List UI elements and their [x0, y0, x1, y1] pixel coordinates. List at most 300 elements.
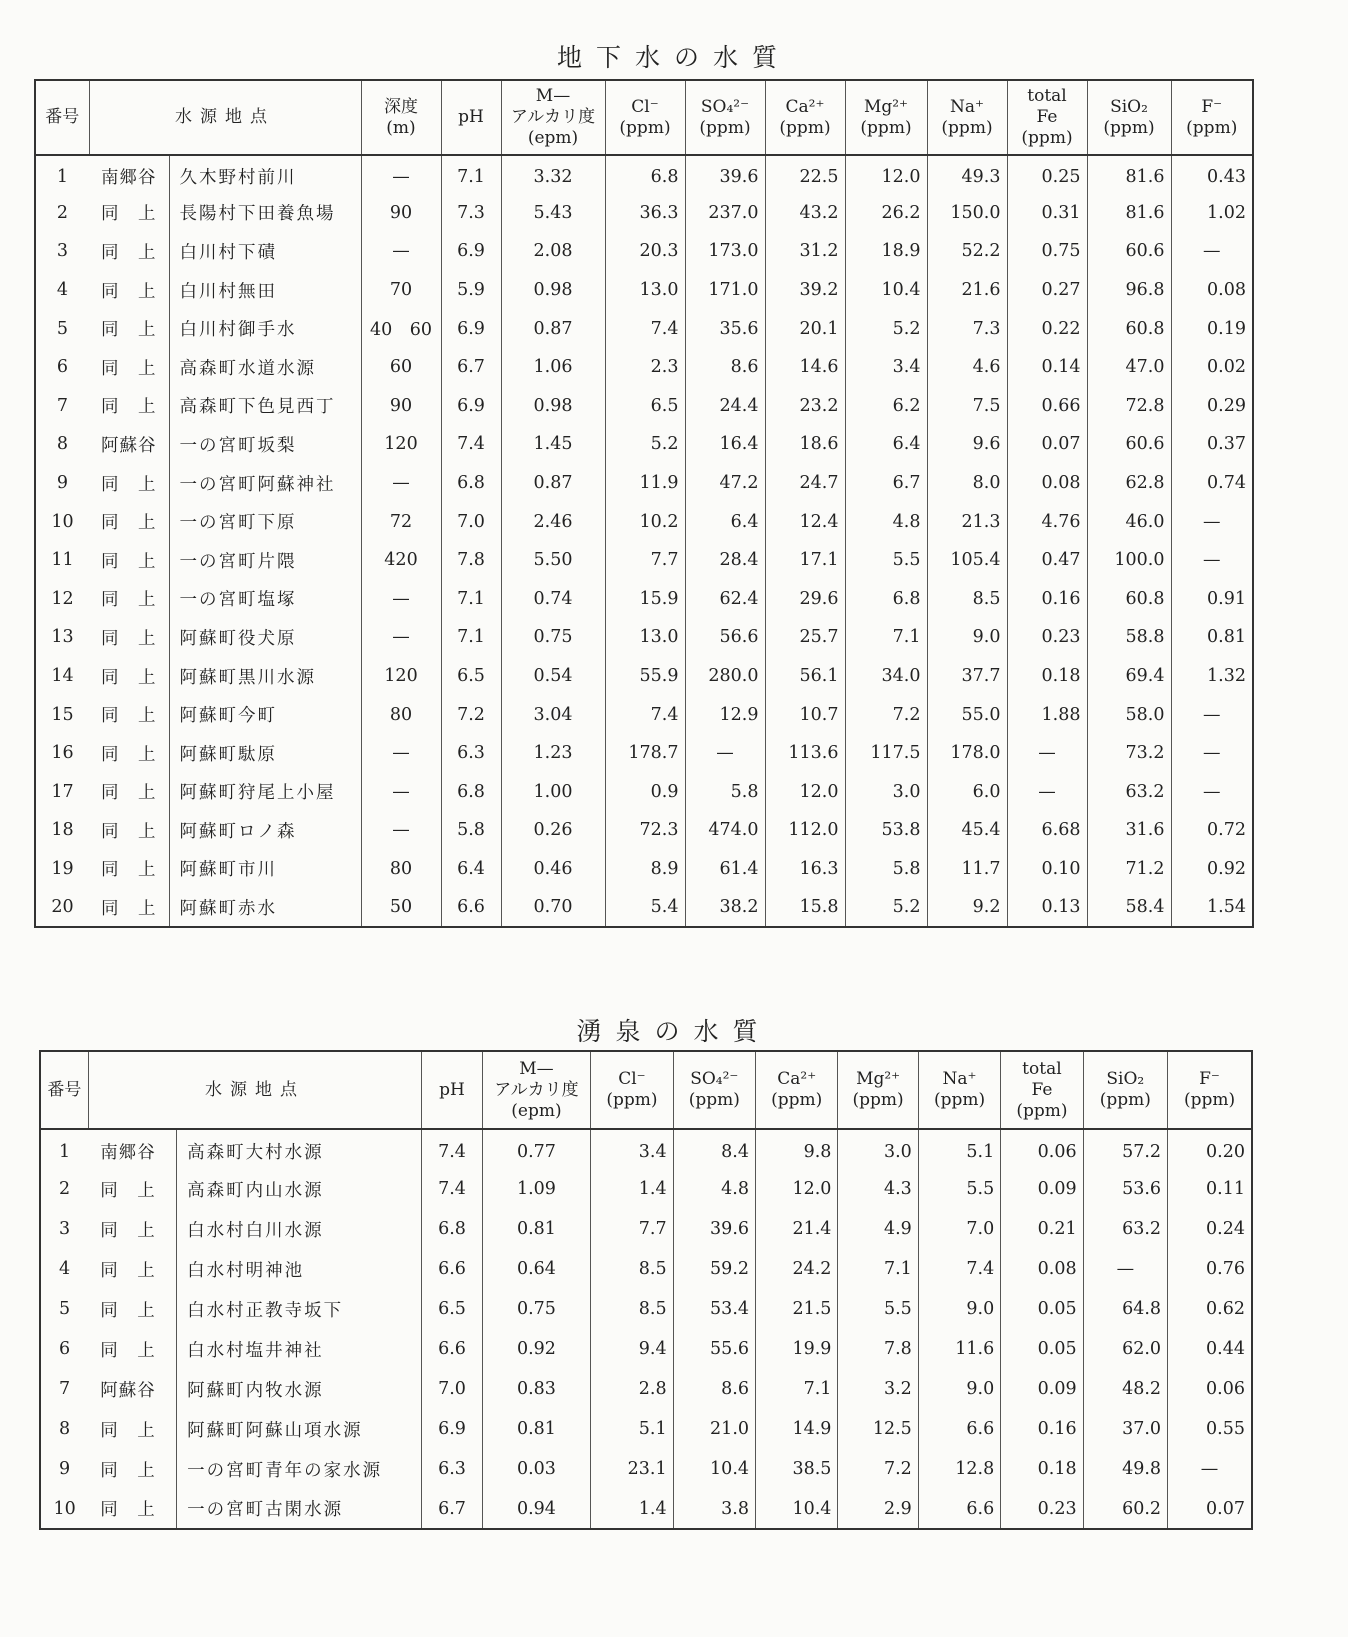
f-cell: 0.76: [1168, 1249, 1252, 1289]
ph-cell: 6.5: [441, 657, 501, 696]
ph-cell: 7.4: [441, 425, 501, 464]
cl-cell: 13.0: [605, 271, 685, 310]
location-cell: 一の宮町阿蘇神社: [169, 464, 361, 503]
m-alkalinity-cell: 0.26: [501, 811, 605, 850]
location-cell: 高森町水道水源: [169, 348, 361, 387]
fe-cell: 0.05: [1001, 1329, 1083, 1369]
location-cell: 白水村明神池: [177, 1249, 422, 1289]
cl-cell: 1.4: [591, 1169, 673, 1209]
ca-cell: 12.0: [765, 773, 845, 812]
ph-cell: 7.4: [422, 1169, 482, 1209]
f-cell: 0.19: [1171, 309, 1253, 348]
cl-cell: 5.4: [605, 888, 685, 927]
m-alkalinity-cell: 0.46: [501, 850, 605, 889]
region-cell: 同 上: [100, 1220, 156, 1241]
location-cell: 一の宮町片隈: [169, 541, 361, 580]
mg-cell: 12.5: [838, 1409, 918, 1449]
f-cell: —: [1171, 695, 1253, 734]
cl-cell: 7.4: [605, 695, 685, 734]
header-cl: Cl⁻ (ppm): [591, 1051, 673, 1129]
ca-cell: 10.7: [765, 695, 845, 734]
location-cell: 白川村御手水: [169, 309, 361, 348]
sio2-cell: 63.2: [1083, 1209, 1167, 1249]
ph-cell: 5.9: [441, 271, 501, 310]
so4-cell: 35.6: [685, 309, 765, 348]
mg-cell: 7.2: [845, 695, 927, 734]
number-cell: 9: [59, 1459, 71, 1479]
ph-cell: 6.6: [441, 888, 501, 927]
fe-cell: 0.08: [1001, 1249, 1083, 1289]
fe-cell: 0.66: [1007, 387, 1087, 426]
fe-cell: 0.22: [1007, 309, 1087, 348]
na-cell: 9.0: [918, 1289, 1000, 1329]
ca-cell: 22.5: [765, 155, 845, 194]
depth-cell: 90: [361, 194, 441, 233]
region-cell: 阿蘇谷: [101, 435, 157, 456]
m-alkalinity-cell: 5.50: [501, 541, 605, 580]
region-cell: 同 上: [100, 1260, 156, 1281]
f-cell: —: [1168, 1449, 1252, 1489]
springs-header-row: [40, 1051, 1252, 1129]
number-cell: 17: [51, 781, 74, 802]
mg-cell: 10.4: [845, 271, 927, 310]
ca-cell: 9.8: [756, 1129, 838, 1169]
number-cell: 3: [56, 241, 69, 262]
so4-cell: 38.2: [685, 888, 765, 927]
ph-cell: 6.9: [441, 309, 501, 348]
so4-cell: 3.8: [673, 1489, 755, 1529]
location-cell: 高森町下色見西丁: [169, 387, 361, 426]
f-cell: 1.32: [1171, 657, 1253, 696]
sio2-cell: 72.8: [1087, 387, 1171, 426]
cl-cell: 8.9: [605, 850, 685, 889]
f-cell: 0.20: [1168, 1129, 1252, 1169]
table-row: [35, 387, 1253, 426]
so4-cell: 5.8: [685, 773, 765, 812]
table-row: [35, 541, 1253, 580]
sio2-cell: 60.6: [1087, 425, 1171, 464]
mg-cell: 3.4: [845, 348, 927, 387]
cl-cell: 7.7: [591, 1209, 673, 1249]
groundwater-table-body: [35, 155, 1253, 927]
fe-cell: 0.18: [1001, 1449, 1083, 1489]
location-cell: 白水村正教寺坂下: [177, 1289, 422, 1329]
ph-cell: 6.4: [441, 850, 501, 889]
sio2-cell: 73.2: [1087, 734, 1171, 773]
region-cell: 同 上: [100, 1340, 156, 1361]
location-cell: 白川村下磧: [169, 232, 361, 271]
m-alkalinity-cell: 3.32: [501, 155, 605, 194]
table-row: [40, 1289, 1252, 1329]
f-cell: 1.02: [1171, 194, 1253, 233]
ph-cell: 7.2: [441, 695, 501, 734]
header-fe: total Fe (ppm): [1007, 80, 1087, 155]
sio2-cell: 47.0: [1087, 348, 1171, 387]
ca-cell: 18.6: [765, 425, 845, 464]
m-alkalinity-cell: 0.75: [501, 618, 605, 657]
m-alkalinity-cell: 2.46: [501, 502, 605, 541]
springs-table-body: [40, 1129, 1252, 1529]
cl-cell: 6.5: [605, 387, 685, 426]
number-cell: 8: [56, 434, 69, 455]
na-cell: 5.1: [918, 1129, 1000, 1169]
m-alkalinity-cell: 0.70: [501, 888, 605, 927]
number-cell: 2: [59, 1179, 71, 1199]
so4-cell: 53.4: [673, 1289, 755, 1329]
table-row: [35, 309, 1253, 348]
ca-cell: 15.8: [765, 888, 845, 927]
header-na: Na⁺ (ppm): [918, 1051, 1000, 1129]
so4-cell: 10.4: [673, 1449, 755, 1489]
so4-cell: —: [685, 734, 765, 773]
depth-cell: —: [361, 773, 441, 812]
location-cell: 白水村白川水源: [177, 1209, 422, 1249]
table-row: [35, 773, 1253, 812]
mg-cell: 34.0: [845, 657, 927, 696]
header-depth: 深度 (m): [361, 80, 441, 155]
f-cell: 0.44: [1168, 1329, 1252, 1369]
cl-cell: 2.3: [605, 348, 685, 387]
fe-cell: —: [1007, 734, 1087, 773]
sio2-cell: 60.2: [1083, 1489, 1167, 1529]
header-ca: Ca²⁺ (ppm): [765, 80, 845, 155]
m-alkalinity-cell: 1.00: [501, 773, 605, 812]
location-cell: 阿蘇町黒川水源: [169, 657, 361, 696]
ph-cell: 6.5: [422, 1289, 482, 1329]
ca-cell: 16.3: [765, 850, 845, 889]
fe-cell: 0.10: [1007, 850, 1087, 889]
location-cell: 阿蘇町役犬原: [169, 618, 361, 657]
fe-cell: 0.21: [1001, 1209, 1083, 1249]
table-row: [35, 271, 1253, 310]
f-cell: 0.08: [1171, 271, 1253, 310]
number-cell: 10: [53, 1498, 76, 1519]
table-row: [35, 580, 1253, 619]
na-cell: 4.6: [927, 348, 1007, 387]
header-so4: SO₄²⁻ (ppm): [685, 80, 765, 155]
depth-cell: —: [361, 811, 441, 850]
table-row: [35, 155, 1253, 194]
ph-cell: 6.3: [422, 1449, 482, 1489]
f-cell: 0.02: [1171, 348, 1253, 387]
na-cell: 21.3: [927, 502, 1007, 541]
number-cell: 11: [51, 550, 74, 571]
ph-cell: 6.7: [441, 348, 501, 387]
cl-cell: 72.3: [605, 811, 685, 850]
na-cell: 6.6: [918, 1489, 1000, 1529]
m-alkalinity-cell: 1.06: [501, 348, 605, 387]
na-cell: 105.4: [927, 541, 1007, 580]
cl-cell: 36.3: [605, 194, 685, 233]
depth-cell: —: [361, 232, 441, 271]
location-cell: 阿蘇町狩尾上小屋: [169, 773, 361, 812]
m-alkalinity-cell: 0.92: [482, 1329, 591, 1369]
m-alkalinity-cell: 0.03: [482, 1449, 591, 1489]
spring-quality-table: [39, 1050, 1253, 1530]
ca-cell: 24.7: [765, 464, 845, 503]
ca-cell: 20.1: [765, 309, 845, 348]
so4-cell: 62.4: [685, 580, 765, 619]
ca-cell: 12.4: [765, 502, 845, 541]
location-cell: 阿蘇町内牧水源: [177, 1369, 422, 1409]
ca-cell: 7.1: [756, 1369, 838, 1409]
table-row: [40, 1169, 1252, 1209]
location-cell: 久木野村前川: [169, 155, 361, 194]
ca-cell: 29.6: [765, 580, 845, 619]
table-row: [35, 695, 1253, 734]
location-cell: 一の宮町下原: [169, 502, 361, 541]
number-cell: 19: [51, 858, 74, 879]
region-cell: 南郷谷: [100, 1143, 156, 1163]
mg-cell: 5.5: [838, 1289, 918, 1329]
sio2-cell: 69.4: [1087, 657, 1171, 696]
na-cell: 11.7: [927, 850, 1007, 889]
depth-cell: 80: [361, 850, 441, 889]
cl-cell: 10.2: [605, 502, 685, 541]
number-cell: 7: [56, 395, 69, 416]
cl-cell: 23.1: [591, 1449, 673, 1489]
m-alkalinity-cell: 1.45: [501, 425, 605, 464]
table-row: [35, 888, 1253, 927]
header-ph: pH: [441, 80, 501, 155]
na-cell: 5.5: [918, 1169, 1000, 1209]
mg-cell: 26.2: [845, 194, 927, 233]
location-cell: 一の宮町塩塚: [169, 580, 361, 619]
table-row: [35, 850, 1253, 889]
sio2-cell: 53.6: [1083, 1169, 1167, 1209]
cl-cell: 7.4: [605, 309, 685, 348]
header-na: Na⁺ (ppm): [927, 80, 1007, 155]
f-cell: 0.55: [1168, 1409, 1252, 1449]
fe-cell: 0.09: [1001, 1369, 1083, 1409]
region-cell: 同 上: [101, 821, 157, 842]
mg-cell: 7.1: [838, 1249, 918, 1289]
f-cell: 0.11: [1168, 1169, 1252, 1209]
fe-cell: 0.75: [1007, 232, 1087, 271]
ca-cell: 14.6: [765, 348, 845, 387]
region-cell: 同 上: [101, 358, 157, 379]
table-row: [35, 657, 1253, 696]
so4-cell: 237.0: [685, 194, 765, 233]
sio2-cell: 46.0: [1087, 502, 1171, 541]
sio2-cell: 58.8: [1087, 618, 1171, 657]
mg-cell: 12.0: [845, 155, 927, 194]
location-cell: 阿蘇町駄原: [169, 734, 361, 773]
table-row: [40, 1489, 1252, 1529]
fe-cell: 0.16: [1001, 1409, 1083, 1449]
so4-cell: 28.4: [685, 541, 765, 580]
f-cell: 0.24: [1168, 1209, 1252, 1249]
m-alkalinity-cell: 5.43: [501, 194, 605, 233]
cl-cell: 8.5: [591, 1249, 673, 1289]
m-alkalinity-cell: 0.64: [482, 1249, 591, 1289]
so4-cell: 8.6: [673, 1369, 755, 1409]
f-cell: 0.07: [1168, 1489, 1252, 1529]
sio2-cell: 81.6: [1087, 155, 1171, 194]
sio2-cell: 81.6: [1087, 194, 1171, 233]
mg-cell: 3.2: [838, 1369, 918, 1409]
ca-cell: 38.5: [756, 1449, 838, 1489]
so4-cell: 39.6: [685, 155, 765, 194]
cl-cell: 7.7: [605, 541, 685, 580]
location-cell: 阿蘇町阿蘇山項水源: [177, 1409, 422, 1449]
so4-cell: 6.4: [685, 502, 765, 541]
m-alkalinity-cell: 0.87: [501, 309, 605, 348]
table-row: [35, 502, 1253, 541]
f-cell: 0.62: [1168, 1289, 1252, 1329]
number-cell: 10: [51, 511, 74, 532]
so4-cell: 56.6: [685, 618, 765, 657]
mg-cell: 4.8: [845, 502, 927, 541]
m-alkalinity-cell: 0.75: [482, 1289, 591, 1329]
na-cell: 7.5: [927, 387, 1007, 426]
number-cell: 7: [59, 1379, 71, 1399]
fe-cell: 0.09: [1001, 1169, 1083, 1209]
region-cell: 同 上: [100, 1420, 156, 1441]
location-cell: 長陽村下田養魚場: [169, 194, 361, 233]
location-cell: 阿蘇町赤水: [169, 888, 361, 927]
m-alkalinity-cell: 0.98: [501, 387, 605, 426]
location-cell: 高森町大村水源: [177, 1129, 422, 1169]
table-row: [40, 1369, 1252, 1409]
header-location: 水源地点: [89, 80, 361, 155]
number-cell: 5: [56, 318, 69, 339]
location-cell: 一の宮町古閑水源: [177, 1489, 422, 1529]
region-cell: 同 上: [100, 1180, 156, 1201]
header-m-alkalinity: M— アルカリ度 (epm): [482, 1051, 591, 1129]
depth-cell: 60: [361, 348, 441, 387]
fe-cell: 0.13: [1007, 888, 1087, 927]
number-cell: 4: [56, 280, 69, 301]
so4-cell: 47.2: [685, 464, 765, 503]
header-cl: Cl⁻ (ppm): [605, 80, 685, 155]
m-alkalinity-cell: 0.77: [482, 1129, 591, 1169]
na-cell: 11.6: [918, 1329, 1000, 1369]
ph-cell: 7.0: [422, 1369, 482, 1409]
number-cell: 14: [51, 666, 74, 687]
na-cell: 9.0: [927, 618, 1007, 657]
f-cell: —: [1171, 773, 1253, 812]
ph-cell: 7.0: [441, 502, 501, 541]
table-row: [35, 425, 1253, 464]
table-row: [40, 1249, 1252, 1289]
region-cell: 同 上: [100, 1500, 156, 1520]
header-sio2: SiO₂ (ppm): [1083, 1051, 1167, 1129]
mg-cell: 7.1: [845, 618, 927, 657]
mg-cell: 6.2: [845, 387, 927, 426]
sio2-cell: 60.6: [1087, 232, 1171, 271]
mg-cell: 6.8: [845, 580, 927, 619]
region-cell: 同 上: [101, 397, 157, 418]
cl-cell: 55.9: [605, 657, 685, 696]
cl-cell: 15.9: [605, 580, 685, 619]
f-cell: 0.72: [1171, 811, 1253, 850]
fe-cell: 0.07: [1007, 425, 1087, 464]
ca-cell: 56.1: [765, 657, 845, 696]
region-cell: 同 上: [101, 744, 157, 765]
ph-cell: 7.8: [441, 541, 501, 580]
region-cell: 同 上: [101, 513, 157, 534]
f-cell: 0.92: [1171, 850, 1253, 889]
region-cell: 同 上: [101, 590, 157, 611]
so4-cell: 55.6: [673, 1329, 755, 1369]
f-cell: 0.37: [1171, 425, 1253, 464]
fe-cell: —: [1007, 773, 1087, 812]
f-cell: 0.91: [1171, 580, 1253, 619]
sio2-cell: 62.0: [1083, 1329, 1167, 1369]
ph-cell: 6.9: [422, 1409, 482, 1449]
number-cell: 1: [59, 1141, 71, 1162]
sio2-cell: 60.8: [1087, 580, 1171, 619]
ca-cell: 12.0: [756, 1169, 838, 1209]
number-cell: 20: [51, 897, 74, 918]
fe-cell: 0.47: [1007, 541, 1087, 580]
ca-cell: 17.1: [765, 541, 845, 580]
sio2-cell: —: [1083, 1249, 1167, 1289]
region-cell: 同 上: [101, 706, 157, 727]
f-cell: —: [1171, 232, 1253, 271]
depth-cell: 72: [361, 502, 441, 541]
fe-cell: 0.06: [1001, 1129, 1083, 1169]
region-cell: 同 上: [101, 281, 157, 302]
cl-cell: 13.0: [605, 618, 685, 657]
cl-cell: 178.7: [605, 734, 685, 773]
header-ca: Ca²⁺ (ppm): [756, 1051, 838, 1129]
table-row: [35, 194, 1253, 233]
cl-cell: 8.5: [591, 1289, 673, 1329]
sio2-cell: 58.0: [1087, 695, 1171, 734]
sio2-cell: 100.0: [1087, 541, 1171, 580]
location-cell: 白川村無田: [169, 271, 361, 310]
groundwater-header-row: [35, 80, 1253, 155]
ph-cell: 7.1: [441, 618, 501, 657]
fe-cell: 1.88: [1007, 695, 1087, 734]
table-row: [40, 1409, 1252, 1449]
cl-cell: 3.4: [591, 1129, 673, 1169]
depth-cell: —: [361, 618, 441, 657]
depth-cell: 80: [361, 695, 441, 734]
so4-cell: 61.4: [685, 850, 765, 889]
ca-cell: 43.2: [765, 194, 845, 233]
ph-cell: 6.8: [441, 464, 501, 503]
header-ph: pH: [422, 1051, 482, 1129]
header-m-alkalinity: M— アルカリ度 (epm): [501, 80, 605, 155]
na-cell: 55.0: [927, 695, 1007, 734]
fe-cell: 0.18: [1007, 657, 1087, 696]
fe-cell: 0.23: [1007, 618, 1087, 657]
na-cell: 7.4: [918, 1249, 1000, 1289]
region-cell: 同 上: [101, 628, 157, 649]
sio2-cell: 58.4: [1087, 888, 1171, 927]
table-row: [35, 348, 1253, 387]
region-cell: 南郷谷: [101, 168, 157, 189]
header-mg: Mg²⁺ (ppm): [845, 80, 927, 155]
na-cell: 178.0: [927, 734, 1007, 773]
groundwater-quality-table: [34, 79, 1254, 928]
mg-cell: 4.3: [838, 1169, 918, 1209]
ca-cell: 31.2: [765, 232, 845, 271]
number-cell: 18: [51, 820, 74, 841]
sio2-cell: 64.8: [1083, 1289, 1167, 1329]
ph-cell: 6.8: [441, 773, 501, 812]
depth-cell: 70: [361, 271, 441, 310]
sio2-cell: 31.6: [1087, 811, 1171, 850]
f-cell: 0.29: [1171, 387, 1253, 426]
depth-cell: 120: [361, 425, 441, 464]
sio2-cell: 48.2: [1083, 1369, 1167, 1409]
mg-cell: 5.8: [845, 850, 927, 889]
number-cell: 3: [59, 1219, 71, 1239]
